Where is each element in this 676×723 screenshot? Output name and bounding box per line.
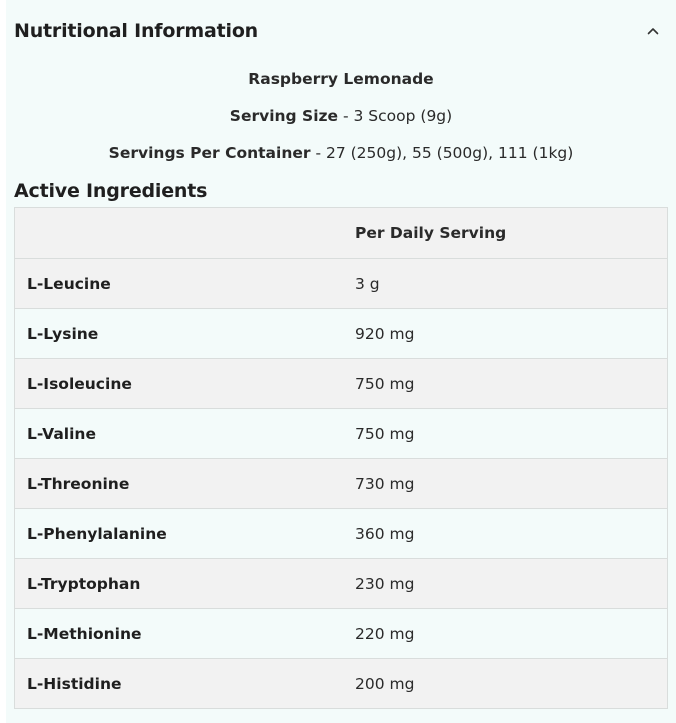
table-header-per-daily-serving: Per Daily Serving [355, 224, 507, 242]
ingredient-amount: 750 mg [355, 374, 415, 393]
servings-per-container-label: Servings Per Container [108, 144, 311, 162]
table-row [15, 358, 667, 408]
ingredient-amount: 920 mg [355, 324, 415, 343]
table-row [15, 308, 667, 358]
chevron-up-icon[interactable] [646, 24, 660, 38]
ingredient-name: L-Threonine [27, 474, 130, 493]
ingredient-name: L-Leucine [27, 274, 111, 293]
servings-per-container-value: - 27 (250g), 55 (500g), 111 (1kg) [315, 144, 574, 162]
servings-per-container [6, 144, 676, 162]
ingredients-table [14, 207, 668, 709]
ingredient-amount: 230 mg [355, 574, 415, 593]
ingredient-amount: 360 mg [355, 524, 415, 543]
ingredient-name: L-Valine [27, 424, 96, 443]
table-row [15, 458, 667, 508]
ingredient-amount: 200 mg [355, 674, 415, 693]
ingredient-name: L-Methionine [27, 624, 142, 643]
flavor-name: Raspberry Lemonade [248, 70, 434, 88]
ingredient-amount: 3 g [355, 274, 380, 293]
ingredient-name: L-Tryptophan [27, 574, 141, 593]
table-row [15, 408, 667, 458]
table-header-row [15, 208, 667, 258]
nutrition-accordion-header[interactable] [14, 16, 662, 46]
ingredient-amount: 750 mg [355, 424, 415, 443]
serving-size-value: - 3 Scoop (9g) [343, 107, 453, 125]
ingredient-name: L-Histidine [27, 674, 122, 693]
serving-size [6, 107, 676, 125]
active-ingredients-title: Active Ingredients [14, 180, 208, 202]
table-row [15, 558, 667, 608]
table-row [15, 258, 667, 308]
table-row [15, 508, 667, 558]
nutrition-panel [6, 0, 676, 723]
ingredient-name: L-Phenylalanine [27, 524, 167, 543]
ingredient-amount: 730 mg [355, 474, 415, 493]
table-row [15, 658, 667, 708]
table-row [15, 608, 667, 658]
ingredient-name: L-Isoleucine [27, 374, 132, 393]
ingredient-amount: 220 mg [355, 624, 415, 643]
ingredient-name: L-Lysine [27, 324, 99, 343]
serving-size-label: Serving Size [229, 107, 339, 125]
nutrition-title: Nutritional Information [14, 20, 258, 42]
